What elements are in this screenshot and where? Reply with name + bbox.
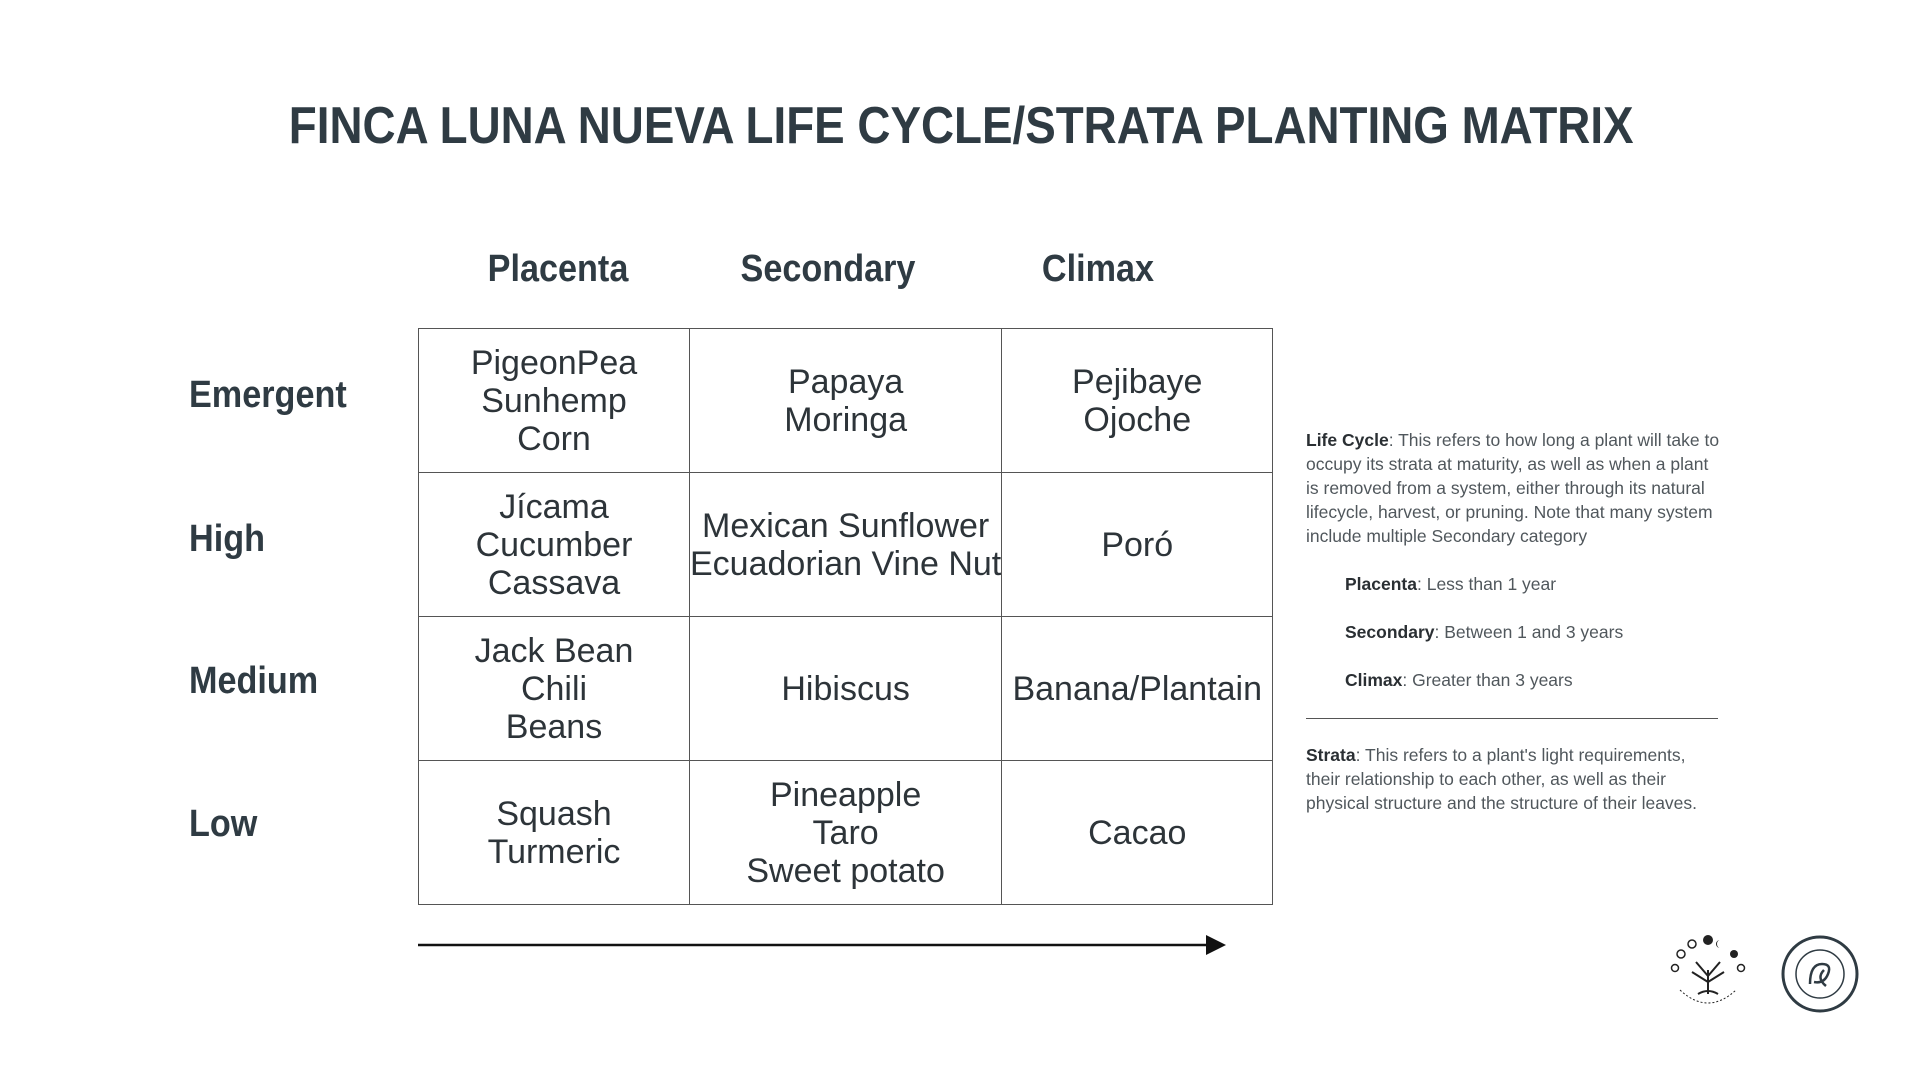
plant-name: Pineapple: [770, 775, 922, 814]
plant-name: Squash: [496, 794, 612, 833]
plant-name: Poró: [1101, 525, 1174, 564]
plant-name: Ecuadorian Vine Nut: [690, 544, 1002, 583]
plant-name: Chili: [520, 669, 588, 708]
matrix-cell: [1002, 329, 1273, 473]
plant-name: Hibiscus: [781, 669, 910, 708]
column-header-climax: Climax: [1041, 248, 1155, 290]
plant-name: PigeonPea: [470, 343, 638, 382]
matrix-row-emergent: [419, 329, 1273, 473]
matrix-cell: [690, 617, 1002, 761]
porvenir-design-logo: [1780, 934, 1860, 1014]
plant-name: Mexican Sunflower: [702, 506, 990, 545]
secondary-note: Secondary: Between 1 and 3 years: [1345, 622, 1624, 642]
life-cycle-arrow: [418, 930, 1226, 960]
matrix-cell: [419, 329, 690, 473]
matrix-cell: [1002, 761, 1273, 905]
life-cycle-note: Life Cycle: This refers to how long a plant will take to occupy its strata at maturity, as well as when a plant is removed from a system, either through its natural lifecycle, harvest, or pruning. Note that many system include multiple Secondary category: [1306, 430, 1720, 546]
matrix-cell: [690, 473, 1002, 617]
row-header-emergent: Emergent: [189, 374, 347, 416]
matrix-row-low: [419, 761, 1273, 905]
plant-name: Taro: [812, 813, 879, 852]
matrix-cell: [690, 761, 1002, 905]
plant-name: Turmeric: [487, 832, 621, 871]
plant-name: Pejibaye: [1072, 362, 1203, 401]
column-header-placenta: Placenta: [487, 248, 629, 290]
plant-name: Moringa: [784, 400, 908, 439]
row-header-low: Low: [189, 803, 258, 845]
plant-name: Cassava: [487, 563, 621, 602]
page-title: FINCA LUNA NUEVA LIFE CYCLE/STRATA PLANTING MATRIX: [288, 97, 1634, 155]
matrix-cell: [419, 761, 690, 905]
climax-note: Climax: Greater than 3 years: [1345, 670, 1573, 690]
strata-note: Strata: This refers to a plant's light requirements, their relationship to each other, as well as their physical structure and the structure of their leaves.: [1306, 745, 1698, 813]
plant-name: Cacao: [1088, 813, 1187, 852]
plant-name: Corn: [517, 419, 591, 458]
plant-name: Jícama: [499, 487, 609, 526]
matrix-cell: [419, 617, 690, 761]
placenta-note: Placenta: Less than 1 year: [1345, 574, 1557, 594]
plant-name: Jack Bean: [474, 631, 634, 670]
matrix-cell: [419, 473, 690, 617]
plant-name: Sweet potato: [746, 851, 945, 890]
legend-notes: [1306, 428, 1721, 815]
plant-name: Banana/Plantain: [1012, 669, 1263, 708]
notes-divider: [1306, 718, 1718, 719]
matrix-cell: [1002, 473, 1273, 617]
planting-matrix: [418, 328, 1273, 905]
finca-luna-nueva-logo: [1668, 932, 1748, 1012]
matrix-row-medium: [419, 617, 1273, 761]
plant-name: Sunhemp: [481, 381, 627, 420]
plant-name: Ojoche: [1083, 400, 1192, 439]
plant-name: Papaya: [787, 362, 904, 401]
matrix-row-high: [419, 473, 1273, 617]
row-header-high: High: [189, 518, 265, 560]
matrix-cell: [690, 329, 1002, 473]
plant-name: Cucumber: [475, 525, 633, 564]
row-header-medium: Medium: [189, 660, 319, 702]
column-header-secondary: Secondary: [740, 248, 916, 290]
matrix-cell: [1002, 617, 1273, 761]
plant-name: Beans: [505, 707, 603, 746]
